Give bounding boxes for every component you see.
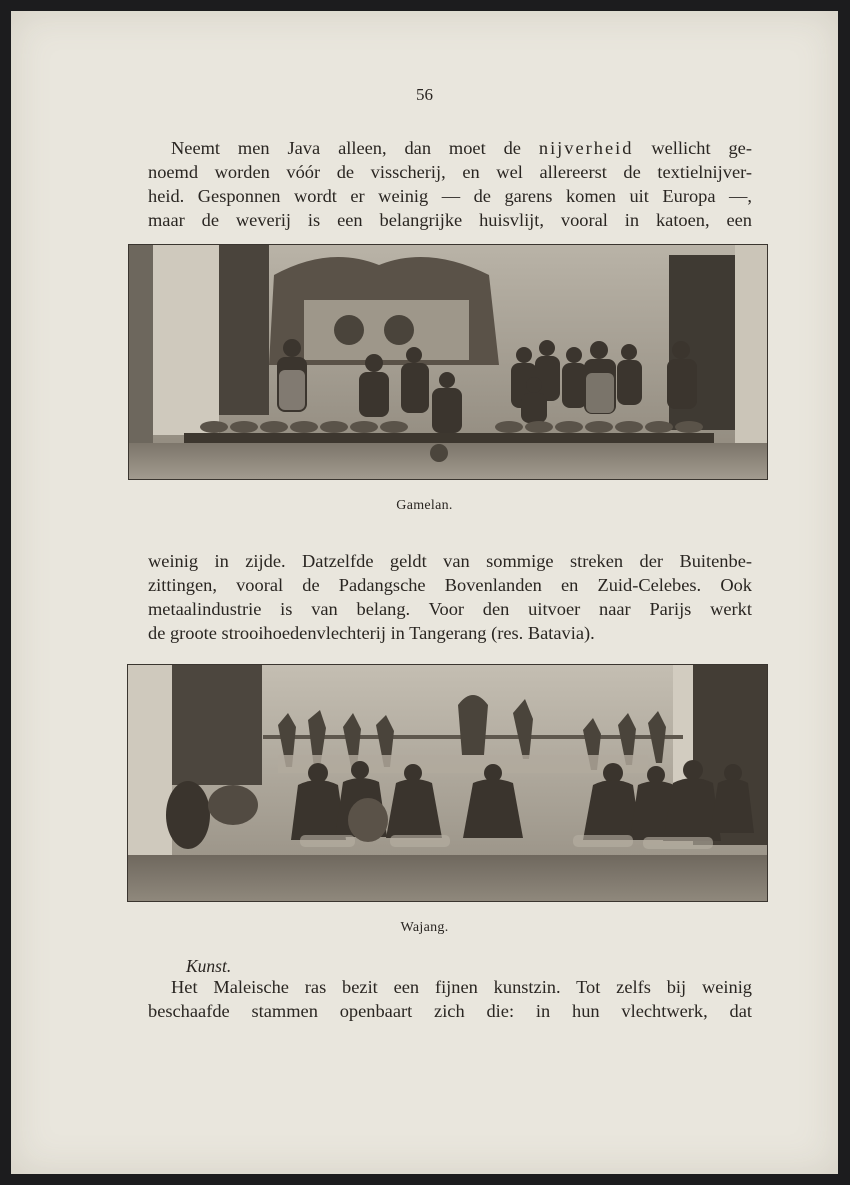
wajang-photo [127,664,768,902]
text-line: heid. Gesponnen wordt er weinig — de garens komen uit Europa —, [148,186,752,206]
paragraph-regions [148,549,752,645]
section-heading-kunst: Kunst. [186,956,232,976]
gamelan-illustration [129,245,767,479]
gamelan-caption: Gamelan. [396,498,453,513]
text-line: Het Maleische ras bezit een fijnen kunstzin. Tot zelfs bij weinig [171,977,752,997]
text-line: zittingen, vooral de Padangsche Bovenlanden en Zuid-Celebes. Ook [148,575,752,595]
text-line [148,136,752,160]
page-number: 56 [416,85,433,104]
wajang-illustration [128,665,767,901]
paragraph-textile [148,136,752,232]
wajang-caption: Wajang. [400,920,449,935]
text-line: weinig in zijde. Datzelfde geldt van sommige streken der Buitenbe- [148,551,752,571]
emphasized-word: nijverheid [538,138,634,158]
book-page [11,11,838,1174]
text-span: Neemt men Java alleen, dan moet de [171,138,521,158]
paragraph-art [148,975,752,1023]
text-line: noemd worden vóór de visscherij, en wel allereerst de textielnijver- [148,162,752,182]
text-span: wellicht ge- [651,138,752,158]
gamelan-photo [128,244,768,480]
text-line: maar de weverij is een belangrijke huisvlijt, vooral in katoen, een [148,210,752,230]
text-line: de groote strooihoedenvlechterij in Tangerang (res. Batavia). [148,623,595,643]
text-line: metaalindustrie is van belang. Voor den uitvoer naar Parijs werkt [148,599,752,619]
text-line: beschaafde stammen openbaart zich die: in hun vlechtwerk, dat [148,1001,752,1021]
